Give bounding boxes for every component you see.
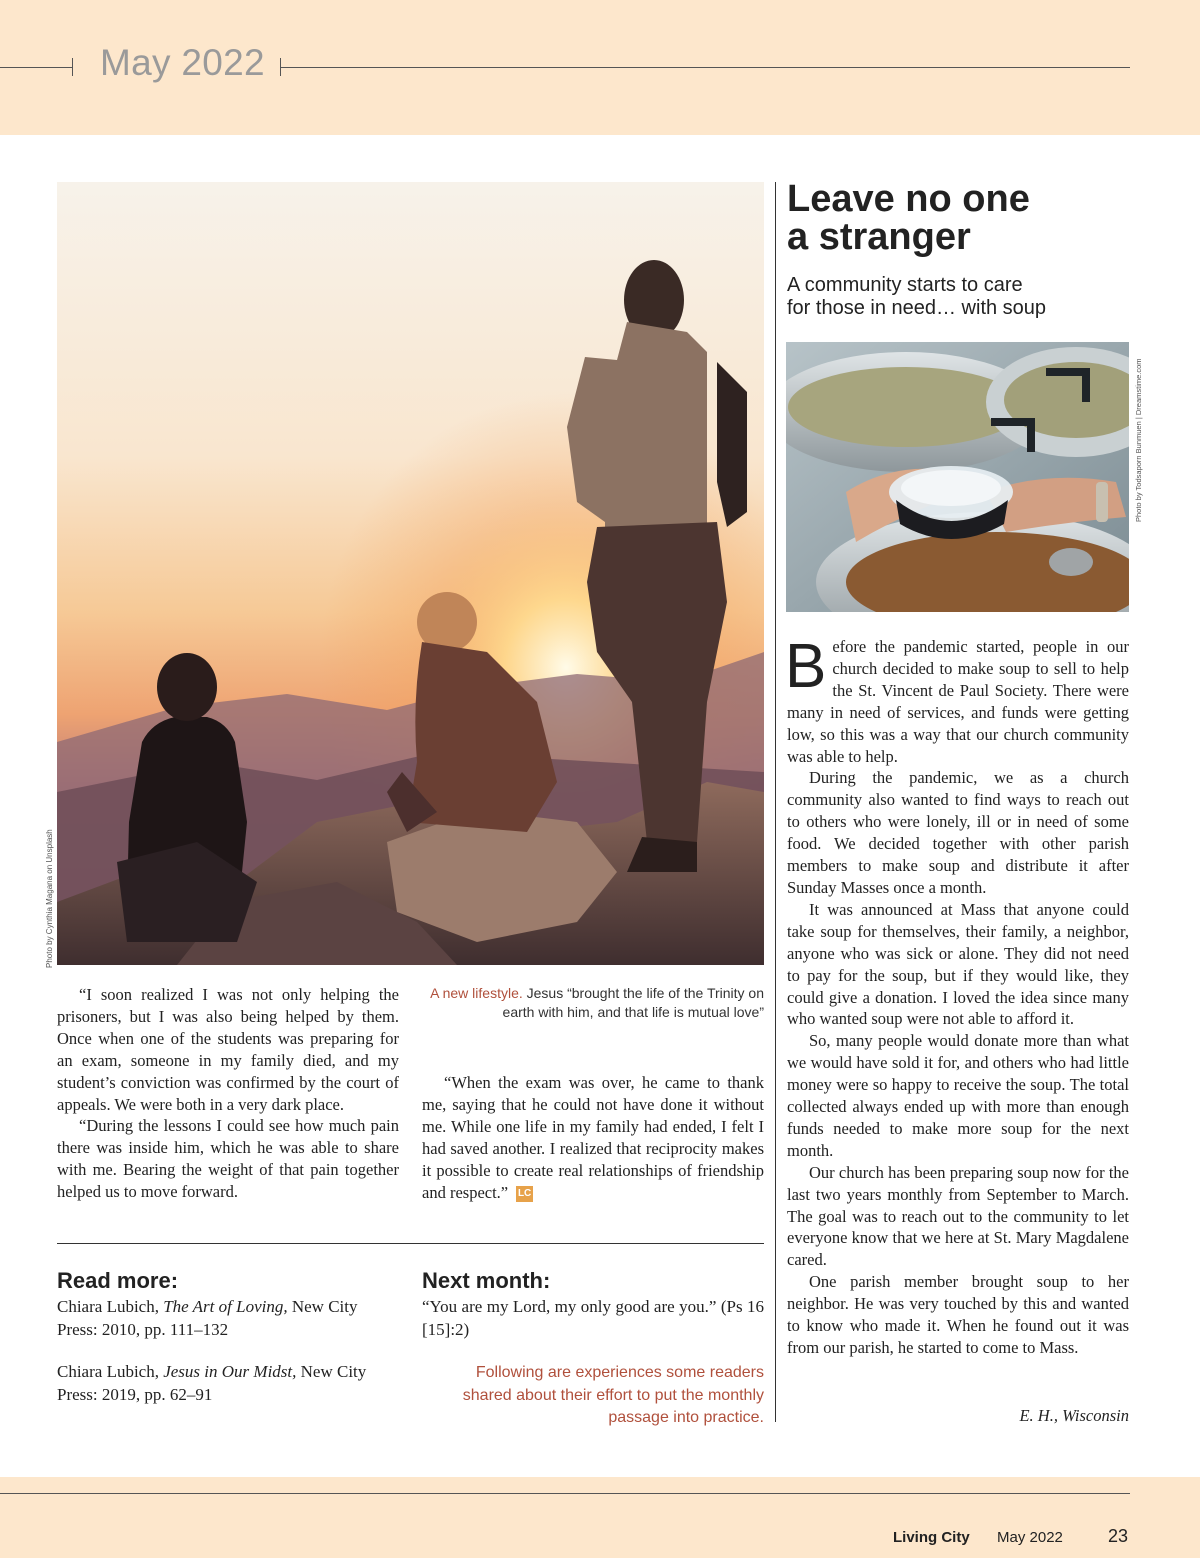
next-month-quote: “You are my Lord, my only good are you.” (Ps 16 [15]:2) [422, 1297, 764, 1339]
story-paragraph [422, 1072, 764, 1203]
article-paragraph: It was announced at Mass that anyone could take soup for themselves, their family, a neighbor, anyone who was sick or alone. They did not need to pay for the soup, but if they would like, they could give a donation. I loved the idea since many who wanted soup were not able to afford it. [787, 899, 1129, 1029]
header-rule [280, 67, 1130, 68]
article-title [787, 180, 1187, 256]
article-title-line: Leave no one [787, 178, 1030, 220]
story-column [422, 1072, 764, 1203]
reference-details: New City Press: 2010, pp. 111–132 [57, 1297, 358, 1339]
article-body [785, 632, 1129, 1359]
next-month-note: Following are experiences some readers shared about their effort to put the monthly passage into practice. [462, 1364, 764, 1426]
photo-credit: Photo by Todsaporn Bunmuen | Dreamstime.com [1134, 358, 1143, 522]
footer-date: May 2022 [997, 1529, 1063, 1546]
footer-rule [0, 1493, 1130, 1494]
article-title-line: a stranger [787, 216, 971, 258]
footer-magazine-name: Living City [893, 1529, 970, 1546]
header-rule [0, 67, 72, 68]
reference-details: New City Press: 2019, pp. 62–91 [57, 1362, 367, 1404]
reference-title: Jesus in Our Midst, [163, 1362, 297, 1381]
section-rule [57, 1243, 764, 1244]
soup-handover-photo [786, 342, 1129, 612]
page-number: 23 [1108, 1526, 1129, 1546]
header-rule-tick [72, 58, 73, 76]
article-paragraph: During the pandemic, we as a church community also wanted to find ways to reach out to others who were lonely, ill or in need of some food. We decided together with other parish members to make soup and distribute it after Sunday Masses once a month. [787, 768, 1129, 897]
reference-entry [57, 1361, 402, 1406]
drop-cap: B [785, 632, 827, 701]
issue-date: May 2022 [100, 42, 265, 83]
first-paragraph-text: efore the pandemic started, people in our church decided to make soup to sell to help the St. Vincent de Paul Society. There were many in need of services, and funds were getting low, so this was a way that our church community was able to help. [787, 637, 1129, 766]
photo-caption [430, 984, 764, 1022]
caption-text: Jesus “brought the life of the Trinity on earth with him, and that life is mutual love” [502, 985, 764, 1020]
story-paragraph: “During the lessons I could see how much pain there was inside him, which he was able to share with me. Bearing the weight of that pain together helped us to move forward. [57, 1116, 399, 1202]
article-paragraph [785, 632, 1129, 767]
article-subtitle [787, 274, 1187, 320]
photo-credit: Photo by Cynthia Magana on Unsplash [45, 829, 54, 968]
article-paragraph: One parish member brought soup to her neighbor. He was very touched by this and wanted to know who made it. When he found out it was from our parish, he started to come to Mass. [787, 1272, 1129, 1357]
caption-lead: A new lifestyle. [430, 985, 523, 1001]
next-month-heading: Next month: [422, 1268, 551, 1293]
article-subtitle-line: for those in need… with soup [787, 297, 1047, 319]
reference-entry [57, 1296, 402, 1341]
column-divider [775, 182, 776, 1422]
story-column [57, 984, 399, 1203]
reference-author: Chiara Lubich, [57, 1362, 164, 1381]
article-subtitle-line: A community starts to care [787, 274, 1023, 296]
end-mark-icon: LC [516, 1186, 533, 1202]
reference-title: The Art of Loving, [163, 1297, 288, 1316]
story-paragraph-text: “When the exam was over, he came to thank me, saying that he could not have done it without me. While one life in my family had ended, I felt I had saved another. I realized that reciprocity makes it possible to create real relationships of friendship and respect.” [422, 1073, 764, 1202]
read-more-heading: Read more: [57, 1268, 179, 1293]
article-paragraph: Our church has been preparing soup now for the last two years monthly from September to March. The goal was to reach out to the community to let everyone know that we here at St. Mary Magdalene cared. [787, 1162, 1129, 1270]
story-paragraph: “I soon realized I was not only helping the prisoners, but I was also being helped by them. Once when one of the students was preparing for an exam, someone in my family died, and my student’s conviction was confirmed by the court of appeals. We were both in a very dark place. [57, 985, 399, 1114]
author-signature: E. H., Wisconsin [1019, 1406, 1129, 1425]
reference-author: Chiara Lubich, [57, 1297, 164, 1316]
article-paragraph: So, many people would donate more than what we would have sold it for, and others who had little money were so happy to receive the soup. The total collected always ended up with more than enough funds needed to make more soup for the next month. [787, 1031, 1129, 1160]
sunset-hikers-photo [57, 182, 764, 965]
read-more-list [57, 1296, 402, 1426]
